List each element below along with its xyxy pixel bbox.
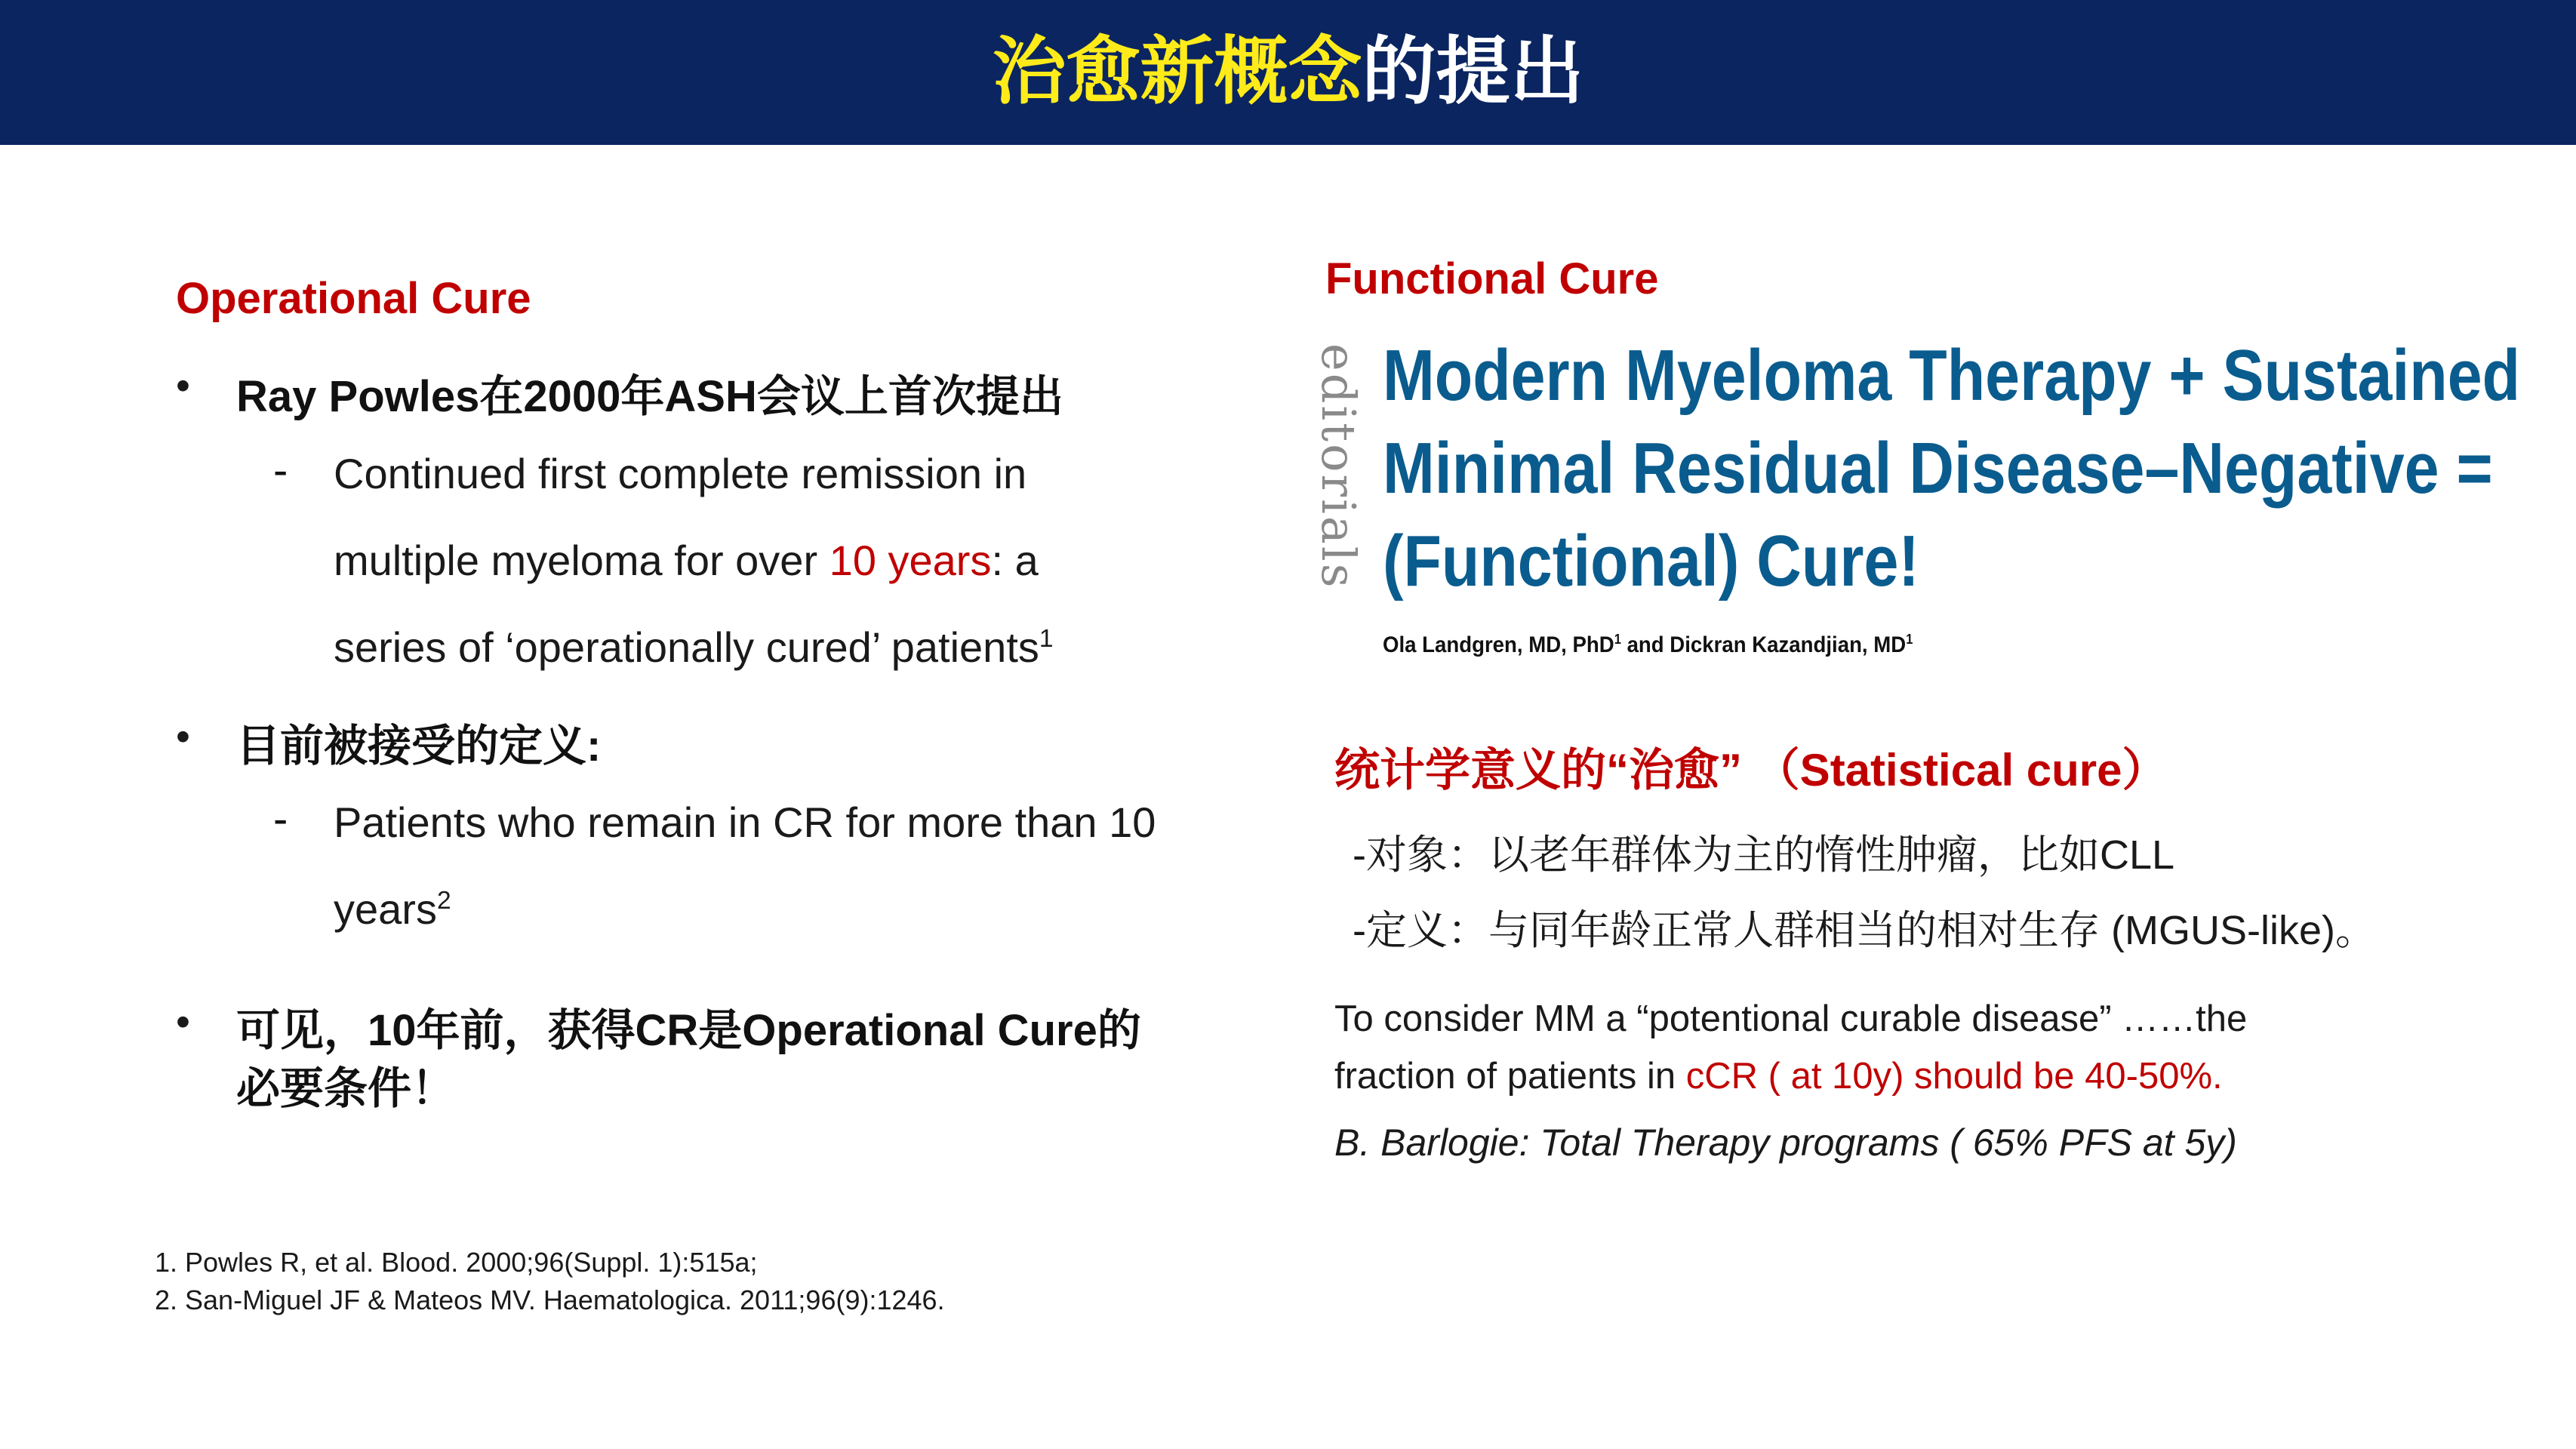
editorial-title-line-2: Minimal Residual Disease–Negative =	[1383, 428, 2493, 509]
sub2-line-2	[334, 884, 451, 934]
sub-line-2-text: multiple myeloma for over	[334, 537, 829, 584]
target-population-line: -对象：以老年群体为主的惰性肿瘤，比如CLL	[1353, 832, 2175, 878]
footnote-ref-2: 2	[436, 886, 451, 915]
title-highlight: 治愈新概念	[992, 29, 1362, 112]
quote-line-1: To consider MM a “potentional curable disease” ……the	[1334, 998, 2248, 1039]
author-1-affil: 1	[1614, 632, 1621, 648]
sub2-line-1: Patients who remain in CR for more than 10	[334, 798, 1156, 846]
author-2-affil: 1	[1906, 632, 1913, 648]
reference-1: 1. Powles R, et al. Blood. 2000;96(Suppl. 1):515a;	[155, 1247, 758, 1278]
editorials-label	[1313, 343, 1374, 592]
functional-cure-heading: Functional Cure	[1325, 254, 1659, 303]
bullet-conclusion-line-1: 可见，10年前，获得CR是Operational Cure的	[236, 1006, 1141, 1055]
sub-line-3-text: series of ‘operationally cured’ patients	[334, 623, 1039, 671]
editorial-title-line-3: (Functional) Cure!	[1383, 521, 1919, 601]
title-rest: 的提出	[1362, 29, 1584, 112]
sub-line-1: Continued first complete remission in	[334, 450, 1027, 497]
definition-line: -定义：与同年龄正常人群相当的相对生存 (MGUS-like)。	[1353, 908, 2376, 953]
dash-icon: -	[273, 446, 288, 495]
bullet-icon: •	[176, 363, 190, 408]
sub2-line-2-text: years	[334, 885, 437, 933]
statistical-cure-heading: 统计学意义的“治愈” （Statistical cure）	[1334, 745, 2168, 795]
bullet-definition: 目前被接受的定义:	[236, 721, 602, 771]
footnote-ref-1: 1	[1039, 624, 1054, 653]
ccr-highlight: cCR ( at 10y) should be 40-50%.	[1685, 1056, 2223, 1097]
slide-title	[0, 0, 2576, 145]
bullet-ray-powles: Ray Powles在2000年ASH会议上首次提出	[236, 372, 1063, 421]
editorial-authors	[1383, 632, 1913, 658]
author-2: and Dickran Kazandjian, MD	[1620, 632, 1907, 657]
operational-cure-heading: Operational Cure	[176, 274, 531, 323]
bullet-icon: •	[176, 714, 190, 759]
sub-line-3	[334, 623, 1054, 672]
sub-line-2	[334, 536, 1039, 585]
editorial-title-line-1: Modern Myeloma Therapy + Sustained	[1383, 335, 2521, 416]
quote-line-2	[1334, 1055, 2223, 1097]
quote-line-2-text: fraction of patients in	[1334, 1056, 1686, 1097]
barlogie-citation: B. Barlogie: Total Therapy programs ( 65% PFS at 5y)	[1334, 1121, 2237, 1164]
bullet-icon: •	[176, 999, 190, 1044]
editorials-text: editorials	[1311, 343, 1366, 590]
ten-years-highlight: 10 years	[829, 537, 992, 584]
bullet-conclusion-line-2: 必要条件！	[236, 1064, 456, 1113]
dash-icon: -	[273, 795, 288, 844]
author-1: Ola Landgren, MD, PhD	[1383, 632, 1614, 657]
reference-2: 2. San-Miguel JF & Mateos MV. Haematologica. 2011;96(9):1246.	[155, 1284, 945, 1315]
sub-line-2-tail: : a	[991, 537, 1039, 584]
